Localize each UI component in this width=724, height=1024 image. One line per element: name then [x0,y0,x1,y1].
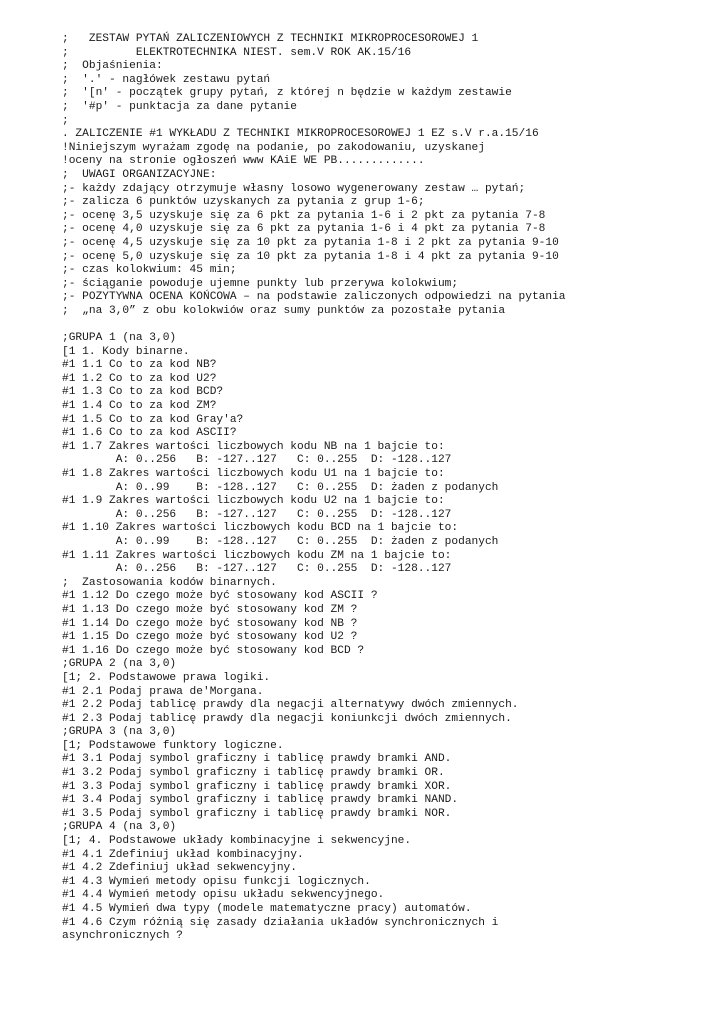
text-line: ; Objaśnienia: [62,60,163,73]
text-line: ;- ściąganie powoduje ujemne punkty lub przerywa kolokwium; [62,277,459,290]
text-line: #1 2.1 Podaj prawa de'Morgana. [62,685,264,698]
text-line: A: 0..99 B: -128..127 C: 0..255 D: żaden z podanych [62,481,499,494]
text-line: A: 0..256 B: -127..127 C: 0..255 D: -128..127 [62,508,452,521]
text-line: ;- ocenę 5,0 uzyskuje się za 10 pkt za pytania 1-8 i 4 pkt za pytania 9-10 [62,250,559,263]
text-line: A: 0..256 B: -127..127 C: 0..255 D: -128..127 [62,454,452,467]
text-line: #1 1.16 Do czego może być stosowany kod BCD ? [62,644,365,657]
text-line: ;- ocenę 3,5 uzyskuje się za 6 pkt za pytania 1-6 i 2 pkt za pytania 7-8 [62,209,546,222]
text-line: #1 4.2 Zdefiniuj układ sekwencyjny. [62,862,297,875]
text-line: ;GRUPA 2 (na 3,0) [62,658,177,671]
text-line: ;GRUPA 3 (na 3,0) [62,726,177,739]
text-line: #1 1.15 Do czego może być stosowany kod U2 ? [62,631,358,644]
text-line: #1 4.1 Zdefiniuj układ kombinacyjny. [62,848,304,861]
text-line: #1 2.2 Podaj tablicę prawdy dla negacji alternatywy dwóch zmiennych. [62,699,519,712]
text-line: #1 3.1 Podaj symbol graficzny i tablicę prawdy bramki AND. [62,753,452,766]
text-line: ;- POZYTYWNA OCENA KOŃCOWA – na podstawie zaliczonych odpowiedzi na pytania [62,291,566,304]
text-line: #1 1.11 Zakres wartości liczbowych kodu ZM na 1 bajcie to: [62,549,452,562]
text-line: #1 1.2 Co to za kod U2? [62,372,217,385]
text-line: ; UWAGI ORGANIZACYJNE: [62,168,217,181]
text-line: ; „na 3,0” z obu kolokwiów oraz sumy punktów za pozostałe pytania [62,304,506,317]
text-line: [1; Podstawowe funktory logiczne. [62,739,284,752]
text-line: ;- czas kolokwium: 45 min; [62,264,237,277]
text-line: #1 1.1 Co to za kod NB? [62,359,217,372]
text-line: #1 2.3 Podaj tablicę prawdy dla negacji koniunkcji dwóch zmiennych. [62,712,512,725]
text-line: ; ELEKTROTECHNIKA NIEST. sem.V ROK AK.15/16 [62,46,412,59]
text-line: !oceny na stronie ogłoszeń www KAiE WE PB............. [62,155,425,168]
text-line: ; Zastosowania kodów binarnych. [62,576,277,589]
text-line: #1 3.3 Podaj symbol graficzny i tablicę prawdy bramki XOR. [62,780,452,793]
text-line: #1 1.4 Co to za kod ZM? [62,400,217,413]
text-line: [1 1. Kody binarne. [62,345,190,358]
text-line: !Niniejszym wyrażam zgodę na podanie, po zakodowaniu, uzyskanej [62,141,485,154]
text-line [62,318,702,332]
text-line: #1 1.3 Co to za kod BCD? [62,386,224,399]
text-line: #1 1.5 Co to za kod Gray'a? [62,413,244,426]
text-line: #1 1.12 Do czego może być stosowany kod ASCII ? [62,590,378,603]
text-line: #1 4.6 Czym różnią się zasady działania układów synchronicznych i [62,916,499,929]
text-line: #1 1.10 Zakres wartości liczbowych kodu BCD na 1 bajcie to: [62,522,459,535]
text-line: #1 3.4 Podaj symbol graficzny i tablicę prawdy bramki NAND. [62,794,459,807]
text-line: [1; 2. Podstawowe prawa logiki. [62,671,271,684]
text-line: A: 0..99 B: -128..127 C: 0..255 D: żaden z podanych [62,535,499,548]
text-line: #1 1.9 Zakres wartości liczbowych kodu U2 na 1 bajcie to: [62,495,445,508]
text-line: #1 1.6 Co to za kod ASCII? [62,427,237,440]
text-line: ;GRUPA 4 (na 3,0) [62,821,177,834]
text-line: #1 1.7 Zakres wartości liczbowych kodu NB na 1 bajcie to: [62,440,445,453]
text-line: ;- ocenę 4,5 uzyskuje się za 10 pkt za pytania 1-8 i 2 pkt za pytania 9-10 [62,236,559,249]
text-line: ; ZESTAW PYTAŃ ZALICZENIOWYCH Z TECHNIKI MIKROPROCESOROWEJ 1 [62,33,479,45]
text-line: #1 1.14 Do czego może być stosowany kod NB ? [62,617,358,630]
text-line: ; '[n' - początek grupy pytań, z której n będzie w każdym zestawie [62,87,512,100]
text-line: #1 3.2 Podaj symbol graficzny i tablicę prawdy bramki OR. [62,767,445,780]
text-line: #1 1.13 Do czego może być stosowany kod ZM ? [62,603,358,616]
text-line: . ZALICZENIE #1 WYKŁADU Z TECHNIKI MIKROPROCESOROWEJ 1 EZ s.V r.a.15/16 [62,128,539,141]
text-line: #1 4.5 Wymień dwa typy (modele matematyczne pracy) automatów. [62,903,472,915]
text-line: #1 4.4 Wymień metody opisu układu sekwencyjnego. [62,889,385,902]
text-line: ;- każdy zdający otrzymuje własny losowo wygenerowany zestaw … pytań; [62,182,526,195]
text-line: ; '#p' - punktacja za dane pytanie [62,100,297,113]
text-line: [1; 4. Podstawowe układy kombinacyjne i sekwencyjne. [62,835,412,848]
text-line: asynchronicznych ? [62,930,183,943]
text-line: #1 4.3 Wymień metody opisu funkcji logicznych. [62,875,371,888]
text-line: ;- ocenę 4,0 uzyskuje się za 6 pkt za pytania 1-6 i 4 pkt za pytania 7-8 [62,223,546,236]
text-line: A: 0..256 B: -127..127 C: 0..255 D: -128..127 [62,563,452,576]
text-line: ;GRUPA 1 (na 3,0) [62,332,177,345]
text-line: #1 3.5 Podaj symbol graficzny i tablicę prawdy bramki NOR. [62,807,452,820]
text-line: #1 1.8 Zakres wartości liczbowych kodu U1 na 1 bajcie to: [62,468,445,480]
document-page [62,33,702,944]
text-line: ; [62,114,69,127]
text-line: ; '.' - nagłówek zestawu pytań [62,73,271,86]
text-line: ;- zalicza 6 punktów uzyskanych za pytania z grup 1-6; [62,196,425,209]
